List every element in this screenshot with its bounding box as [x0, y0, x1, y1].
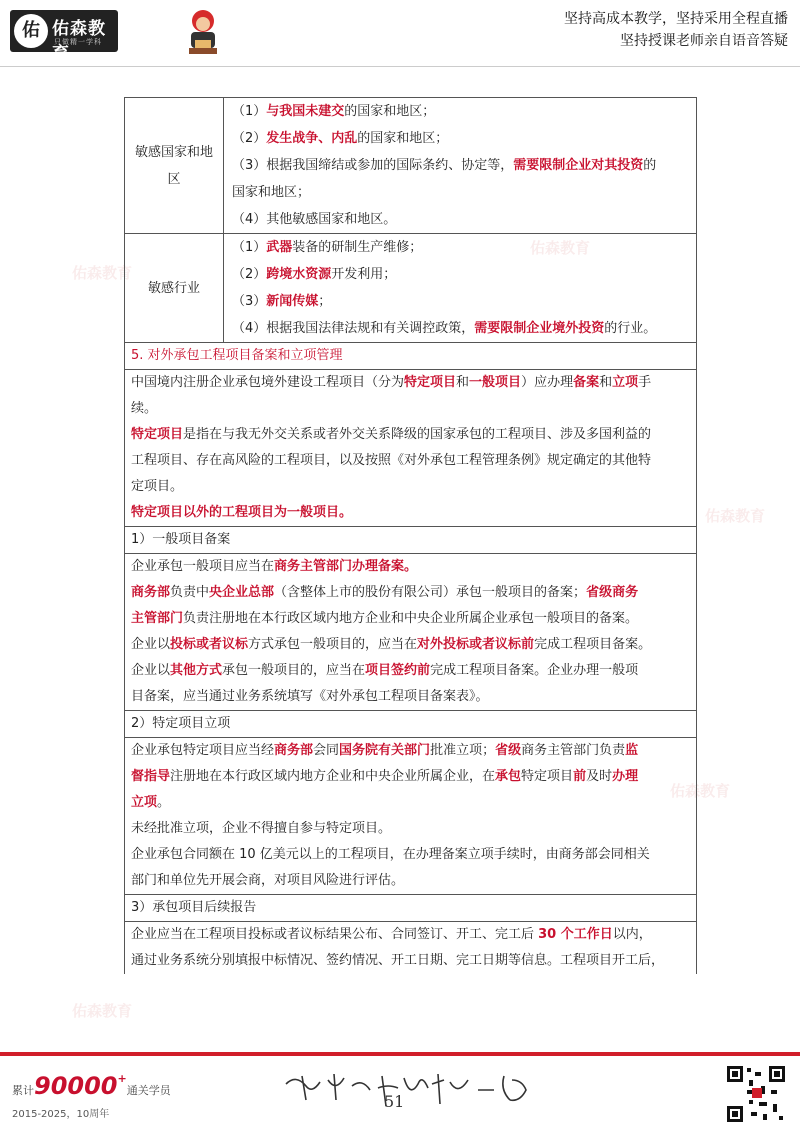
highlight-text: 项目签约前	[365, 663, 431, 678]
body-text: 企业承包一般项目应当在	[131, 559, 275, 574]
body-text: （2）	[232, 131, 267, 146]
sub2-heading-row	[125, 711, 696, 738]
highlight-text: 省级	[495, 743, 522, 758]
highlight-text: 特定项目以外的工程项目为一般项目。	[131, 505, 353, 520]
text-line	[232, 288, 690, 315]
highlight-text: 立项	[131, 795, 158, 810]
sub2-body-row	[125, 738, 696, 895]
text-line	[232, 234, 690, 261]
highlight-text: 前	[573, 769, 587, 784]
qr-code-icon	[725, 1064, 787, 1124]
body-text: （2）	[232, 267, 267, 282]
text-line	[232, 261, 690, 288]
body-text: （4）其他敏感国家和地区。	[232, 212, 397, 227]
content-table	[124, 97, 697, 974]
body-text: 装备的研制生产维修；	[292, 240, 423, 255]
body-text: 开发利用；	[331, 267, 397, 282]
highlight-text: 与我国未建交	[266, 104, 345, 119]
highlight-text: 投标或者议标	[170, 637, 249, 652]
body-text: 企业承包合同额在 10 亿美元以上的工程项目，在办理备案立项手续时，由商务部会同相关	[131, 847, 650, 862]
watermark: 佑森教育	[530, 239, 591, 257]
label-sensitive-regions: 敏感国家和地区	[125, 98, 224, 233]
row-sensitive-regions	[125, 98, 696, 234]
text-line	[131, 606, 651, 632]
text-line	[131, 580, 651, 606]
body-text: 通过业务系统分别填报中标情况、签约情况、开工日期、完工日期等信息。工程项目开工后，	[131, 953, 665, 968]
body-text: 和	[599, 375, 613, 390]
watermark: 佑森教育	[705, 507, 766, 525]
text-line	[131, 948, 664, 974]
body-text: 部门和单位先开展会商，对项目风险进行评估。	[131, 873, 405, 888]
highlight-text: 特定项目	[404, 375, 457, 390]
highlight-text: 30 个工作日	[538, 927, 613, 942]
body-text: 定项目。	[131, 479, 184, 494]
text-line	[131, 842, 650, 868]
logo-badge: 佑	[14, 14, 48, 48]
text-line	[131, 554, 651, 580]
sub1-body	[125, 554, 657, 710]
text-line	[131, 500, 651, 526]
text-line	[131, 684, 651, 710]
body-text: （1）	[232, 104, 267, 119]
body-text: 承包一般项目的，应当在	[222, 663, 366, 678]
page-header	[0, 0, 800, 66]
text-line	[232, 152, 690, 179]
slogan-line-2: 坚持授课老师亲自语音答疑	[620, 33, 788, 49]
highlight-text: 一般项目	[469, 375, 522, 390]
sub3-body-row	[125, 922, 696, 974]
body-text: 企业应当在工程项目投标或者议标结果公布、合同签订、开工、完工后	[131, 927, 539, 942]
body-text: 批准立项；	[430, 743, 496, 758]
stat-prefix: 累计	[12, 1084, 34, 1097]
highlight-text: 特定项目	[131, 427, 184, 442]
text-line	[131, 632, 651, 658]
body-text: 及时	[586, 769, 613, 784]
text-line	[131, 448, 651, 474]
body-text: 注册地在本行政区域内地方企业和中央企业所属企业，在	[170, 769, 496, 784]
label-sensitive-industries: 敏感行业	[125, 234, 224, 342]
footer-years: 2015-2025，10周年	[12, 1109, 110, 1120]
watermark: 佑森教育	[72, 1002, 133, 1020]
body-text: 企业以	[131, 637, 171, 652]
highlight-text: 需要限制企业对其投资	[513, 158, 644, 173]
row-sensitive-industries	[125, 234, 696, 343]
body-text: 的国家和地区；	[344, 104, 436, 119]
body-text: 负责中	[170, 585, 210, 600]
page-number: 51	[384, 1092, 405, 1111]
sub1-heading-row	[125, 527, 696, 554]
body-text: ；	[318, 294, 332, 309]
sensitive-regions-content	[224, 98, 696, 233]
body-text: （1）	[232, 240, 267, 255]
footer-stat	[12, 1072, 171, 1100]
section-5-heading-row	[125, 343, 696, 370]
sub3-body	[125, 922, 670, 974]
body-text: 和	[456, 375, 470, 390]
watermark: 佑森教育	[670, 782, 731, 800]
body-text: 未经批准立项，企业不得擅自参与特定项目。	[131, 821, 392, 836]
body-text: 完成工程项目备案。	[534, 637, 652, 652]
text-line	[232, 125, 690, 152]
highlight-text: 对外投标或者议标前	[417, 637, 535, 652]
mascot-icon	[185, 8, 221, 58]
stat-suffix: 通关学员	[126, 1084, 171, 1097]
text-line	[131, 790, 650, 816]
sub3-heading: 3）承包项目后续报告	[131, 900, 257, 915]
highlight-text: 督指导	[131, 769, 171, 784]
text-line	[232, 315, 690, 342]
body-text: （4）根据我国法律法规和有关调控政策，	[232, 321, 475, 336]
highlight-text: 主管部门	[131, 611, 184, 626]
highlight-text: 需要限制企业境外投资	[474, 321, 605, 336]
highlight-text: 备案	[573, 375, 600, 390]
body-text: （含整体上市的股份有限公司）承包一般项目的备案；	[274, 585, 587, 600]
text-line	[232, 179, 690, 206]
body-text: 企业承包特定项目应当经	[131, 743, 275, 758]
highlight-text: 监	[625, 743, 639, 758]
header-divider	[0, 66, 800, 67]
highlight-text: 新闻传媒	[266, 294, 319, 309]
highlight-text: 国务院有关部门	[339, 743, 431, 758]
text-line	[131, 422, 651, 448]
sub1-heading: 1）一般项目备案	[131, 532, 231, 547]
brand-logo	[10, 10, 118, 64]
logo-name: 佑森教育	[52, 19, 106, 64]
text-line	[131, 658, 651, 684]
stat-number: 90000	[34, 1072, 118, 1100]
body-text: 中国境内注册企业承包境外建设工程项目（分为	[131, 375, 405, 390]
text-line	[131, 816, 650, 842]
watermark: 佑森教育	[72, 264, 133, 282]
body-text: 负责注册地在本行政区域内地方企业和中央企业所属企业承包一般项目的备案。	[183, 611, 639, 626]
highlight-text: 央企业总部	[209, 585, 275, 600]
highlight-text: 承包	[495, 769, 522, 784]
body-text: 以内，	[612, 927, 652, 942]
sub2-heading: 2）特定项目立项	[131, 716, 231, 731]
body-text: （3）	[232, 294, 267, 309]
highlight-text: 省级商务	[586, 585, 639, 600]
text-line	[232, 206, 690, 233]
body-text: 的	[643, 158, 657, 173]
text-line	[131, 396, 651, 422]
text-line	[131, 738, 650, 764]
handwritten-signature-icon	[282, 1064, 542, 1120]
body-text: 手	[638, 375, 652, 390]
slogan	[564, 8, 788, 52]
highlight-text: 武器	[266, 240, 293, 255]
highlight-text: 商务主管部门办理备案。	[274, 559, 418, 574]
body-text: 的行业。	[604, 321, 657, 336]
logo-tagline: 只做精一学科	[54, 38, 102, 46]
body-text: 目备案，应当通过业务系统填写《对外承包工程项目备案表》。	[131, 689, 489, 704]
slogan-line-1: 坚持高成本教学，坚持采用全程直播	[564, 11, 788, 27]
text-line	[131, 370, 651, 396]
text-line	[131, 868, 650, 894]
highlight-text: 办理	[612, 769, 639, 784]
stat-plus: +	[117, 1072, 127, 1085]
section-5-body-row	[125, 370, 696, 527]
highlight-text: 其他方式	[170, 663, 223, 678]
body-text: 国家和地区；	[232, 185, 311, 200]
body-text: 会同	[313, 743, 340, 758]
section-5-heading: 5. 对外承包工程项目备案和立项管理	[131, 348, 343, 363]
body-text: ）应办理	[521, 375, 574, 390]
body-text: 商务主管部门负责	[521, 743, 626, 758]
body-text: 企业以	[131, 663, 171, 678]
highlight-text: 商务部	[131, 585, 171, 600]
body-text: 。	[157, 795, 171, 810]
sub2-body	[125, 738, 656, 894]
body-text: （3）根据我国缔结或参加的国际条约、协定等，	[232, 158, 514, 173]
highlight-text: 跨境水资源	[266, 267, 332, 282]
footer-divider	[0, 1052, 800, 1058]
text-line	[232, 98, 690, 125]
section-5-body	[125, 370, 657, 526]
body-text: 完成工程项目备案。企业办理一般项	[430, 663, 639, 678]
sub3-heading-row	[125, 895, 696, 922]
body-text: 特定项目	[521, 769, 574, 784]
body-text: 工程项目、存在高风险的工程项目，以及按照《对外承包工程管理条例》规定确定的其他特	[131, 453, 652, 468]
text-line	[131, 922, 664, 948]
text-line	[131, 764, 650, 790]
highlight-text: 发生战争、内乱	[266, 131, 358, 146]
body-text: 是指在与我无外交关系或者外交关系降级的国家承包的工程项目、涉及多国利益的	[183, 427, 652, 442]
body-text: 方式承包一般项目的，应当在	[248, 637, 418, 652]
sensitive-industries-content	[224, 234, 696, 342]
sub1-body-row	[125, 554, 696, 711]
body-text: 的国家和地区；	[357, 131, 449, 146]
highlight-text: 商务部	[274, 743, 314, 758]
text-line	[131, 474, 651, 500]
highlight-text: 立项	[612, 375, 639, 390]
body-text: 续。	[131, 401, 158, 416]
